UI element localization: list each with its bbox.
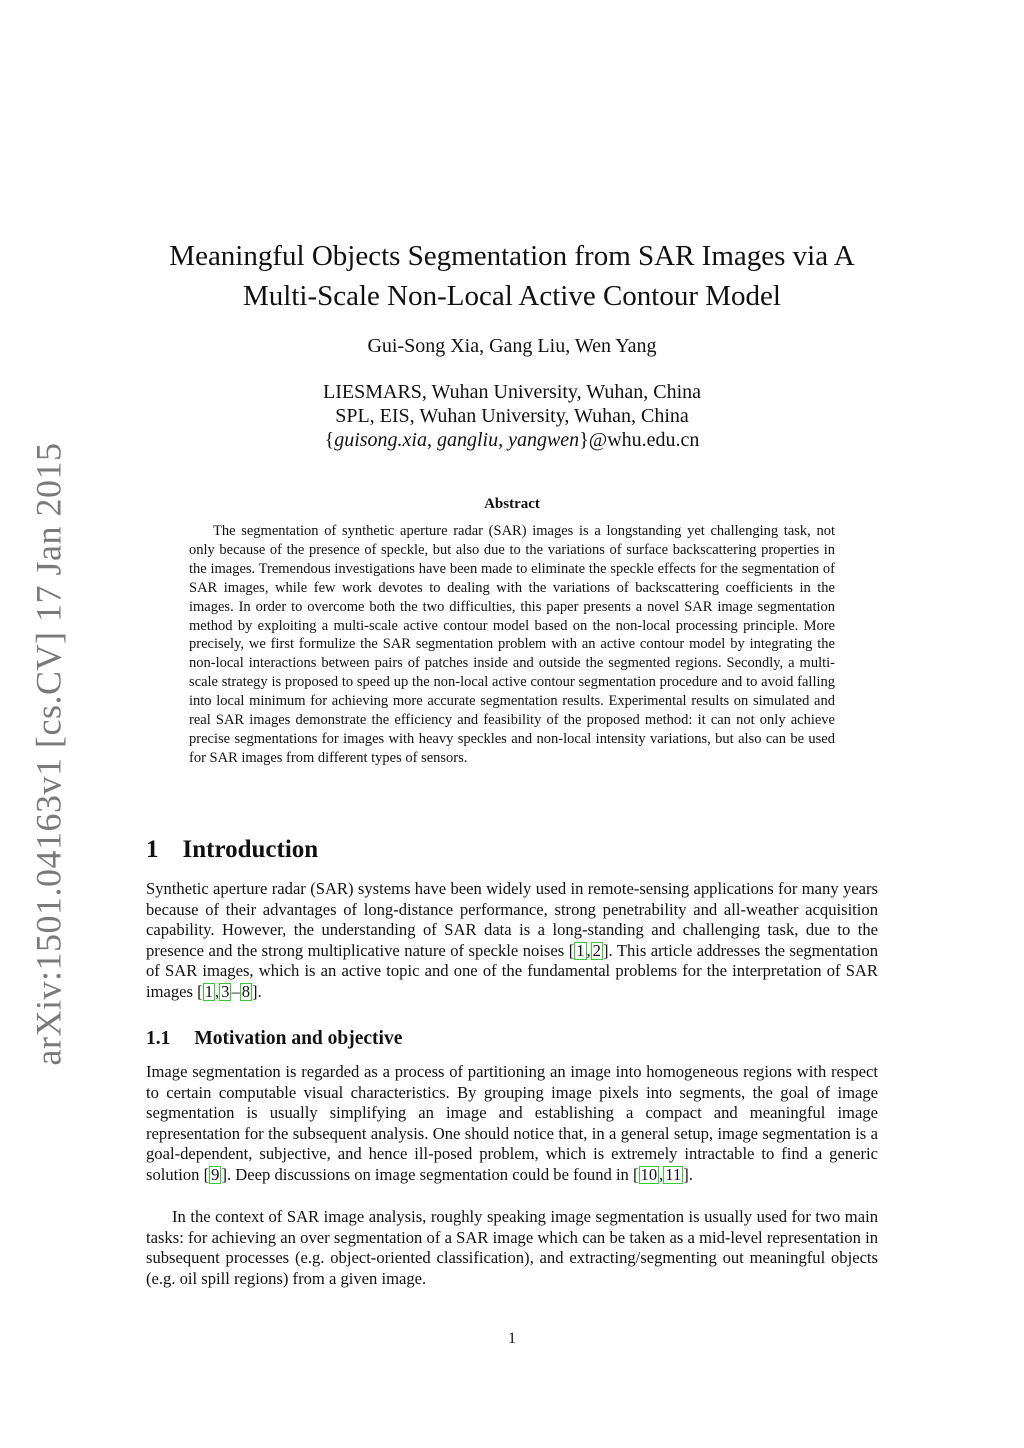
paper-title bbox=[150, 236, 874, 316]
citation-link[interactable]: 1 bbox=[204, 981, 213, 1001]
abstract-body: The segmentation of synthetic aperture radar (SAR) images is a longstanding yet challenging task, not only because of the presence of speckle, but also due to the variations of surface backscattering properties in the images. Tremendous investigations have been made to eliminate the speckle effects for the segmentation of SAR images, while few work devotes to dealing with the variations of backscattering coefficients in the images. In order to overcome both the two difficulties, this paper presents a novel SAR image segmentation method by exploiting a multi-scale active contour model based on the non-local processing principle. More precisely, we first formulize the SAR segmentation problem with an active contour model by integrating the non-local interactions between pairs of patches inside and outside the segmented regions. Secondly, a multi-scale strategy is proposed to speed up the non-local active contour segmentation procedure and to avoid falling into local minimum for achieving more accurate segmentation results. Experimental results on simulated and real SAR images demonstrate the efficiency and feasibility of the proposed method: it can not only achieve precise segmentations for images with heavy speckles and non-local intensity variations, but also can be used for SAR images from different types of sensors. bbox=[189, 523, 835, 766]
email-domain: }@whu.edu.cn bbox=[579, 429, 700, 451]
intro-paragraph: Synthetic aperture radar (SAR) systems have been widely used in remote-sensing applications for many years because of their advantages of long-distance performance, strong penetrability and all-weather acquisition capability. However, the understanding of SAR data is a long-standing and challenging task, due to the presence and the strong multiplicative nature of speckle noises [ 1 , 2 ]. This article addresses the segmentation of SAR images, which is an active topic and one of the fundamental problems for the interpretation of SAR images [ 1 , 3 – 8 ]. bbox=[146, 879, 878, 1001]
affiliation-2: SPL, EIS, Wuhan University, Wuhan, China bbox=[335, 405, 689, 427]
section-title: Introduction bbox=[182, 836, 319, 863]
email-usernames: guisong.xia, gangliu, yangwen bbox=[334, 429, 580, 451]
citation-link[interactable]: 9 bbox=[211, 1164, 220, 1184]
page-number: 1 bbox=[508, 1330, 516, 1347]
affiliations bbox=[150, 380, 874, 452]
arxiv-stamp bbox=[18, 442, 78, 1066]
section-heading-introduction bbox=[146, 834, 318, 866]
subsection-number: 1.1 bbox=[146, 1028, 171, 1049]
subsection-heading-motivation bbox=[146, 1027, 402, 1051]
title-line-2: Multi-Scale Non-Local Active Contour Model bbox=[242, 280, 781, 312]
motivation-paragraph: Image segmentation is regarded as a process of partitioning an image into homogeneous regions with respect to certain computable visual characteristics. By grouping image pixels into segments, the goal of image segmentation is usually simplifying an image and establishing a compact and meaningful image representation for the subsequent analysis. One should notice that, in a general setup, image segmentation is a goal-dependent, subjective, and hence ill-posed problem, which is extremely intractable to find a generic solution [ 9 ]. Deep discussions on image segmentation could be found in [ 10 , 11 ]. bbox=[146, 1062, 878, 1184]
citation-link[interactable]: 8 bbox=[241, 981, 251, 1001]
citation-link[interactable]: 10 bbox=[640, 1164, 658, 1184]
section-number: 1 bbox=[146, 836, 159, 863]
affiliation-1: LIESMARS, Wuhan University, Wuhan, China bbox=[323, 381, 701, 403]
subsection-title: Motivation and objective bbox=[194, 1028, 403, 1049]
context-paragraph: In the context of SAR image analysis, roughly speaking image segmentation is usually used for two main tasks: for achieving an over segmentation of a SAR image which can be taken as a mid-level representation in subsequent processes (e.g. object-oriented classification), and extracting/segmenting out meaningful objects (e.g. oil spill regions) from a given image. bbox=[146, 1207, 878, 1288]
author-emails: {guisong.xia, gangliu, yangwen}@whu.edu.cn bbox=[324, 429, 700, 451]
citation-link[interactable]: 3 bbox=[221, 981, 230, 1001]
abstract-heading: Abstract bbox=[484, 496, 540, 512]
citation-link[interactable]: 1 bbox=[576, 940, 585, 960]
author-list: Gui-Song Xia, Gang Liu, Wen Yang bbox=[367, 335, 657, 357]
arxiv-stamp-text: arXiv:1501.04163v1 [cs.CV] 17 Jan 2015 bbox=[28, 442, 68, 1066]
title-line-1: Meaningful Objects Segmentation from SAR Images via A bbox=[169, 240, 855, 272]
citation-link[interactable]: 11 bbox=[665, 1164, 682, 1184]
citation-link[interactable]: 2 bbox=[592, 940, 601, 960]
